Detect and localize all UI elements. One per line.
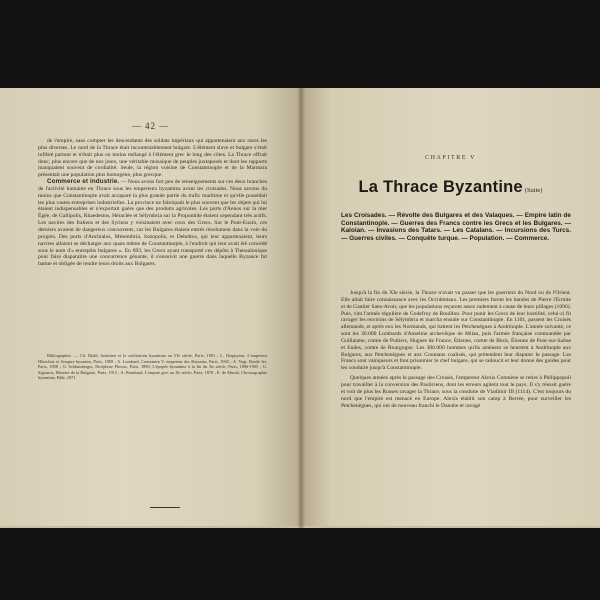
chapter-title-suffix: (Suite) (524, 187, 543, 194)
right-page (301, 88, 600, 528)
left-text-block (38, 138, 267, 268)
left-paragraph-2 (38, 179, 267, 268)
chapter-label: CHAPITRE V (424, 155, 477, 161)
bibliography (38, 353, 267, 381)
commerce-heading: Commerce et industrie. (47, 178, 120, 186)
left-paragraph-1: de l'empire, sans compter les descendants des soldats impériaux qui appartenaient aux races les plus diverses. Le nord de la Thrace était incontestablement bulgare. L'élément slave et bulgare s'était infiltré partout et n'était plus ou moins mélangé à l'élément grec le long des côtes. La Thrace offrait donc, plus encore que de nos jours, une véritable mosaïque de peuples juxtaposés et dont les rapports manquaient souvent de cordialité. Seule, la région voisine de Constantinople et de la Marmara présentait une population plus homogène, plus grecque. (38, 138, 267, 179)
left-page (0, 88, 301, 528)
right-paragraph-1: Jusqu'à la fin du XIe siècle, la Thrace n'avait vu passer que les guerriers du Nord ou de l'Orient. Elle allait faire connaissance avec les Occidentaux. Les premiers furent les bandes de Pierre l'Ermite et de Gautier Sans-Avoir, que les populations reçurent assez rudement à cause de leurs pillages (1096). Puis, vint l'armée régulière de Godefroy de Bouillon. Pour punir les Grecs de leur hostilité, celui-ci fit ravager les environs de Sélymbria et marcha ensuite sur Constantinople. En 1101, passent les Croisés allemands, et après eux les Normands, qui battent les Petchenègues à Andrinople. L'année suivante, ce sont les 30.000 Lombards d'Anselme archevêque de Milan, puis l'armée française commandée par Guillaume, comte de Poitiers, Hugues de France, Étienne, comte de Blois, Étienne de Pont-sur-Saône et Eudes, comte de Bourgogne. Les 300.000 hommes qu'ils amènent se heurtent à Andrinople aux Bulgares, aux Petchenègues et aux Coumans coalisés, qui prétendent leur disputer le passage. Les Francs sont vainqueurs et font prisonnier le chef bulgare, qui se radoucit et leur donne des guides pour les conduire jusqu'à Constantinople. (341, 290, 571, 372)
chapter-summary: Les Croisades. — Révolte des Bulgares et des Valaques. — Empire latin de Constantinople. — Guerres des Francs contre les Grecs et les Bulgares. — Kaloian. — Invasions des Tatars. — Les Catalans. — Incursions des Turcs. — Guerres civiles. — Conquête turque. — Population. — Commerce. (341, 212, 571, 242)
chapter-title: La Thrace Byzantine (358, 178, 523, 196)
chapter-heading (301, 177, 600, 197)
page-number: — 42 — (131, 121, 170, 131)
open-book (0, 88, 600, 528)
right-paragraph-2: Quelques années après le passage des Croisés, l'empereur Alexis Comnène se retire à Philippopoli pour travailler à la conversion des Pauliciens, dont les erreurs agitent tout le pays. Il s'y réussit guère et voit de plus les Russes ravager la Thrace, sous la conduite de Vladimir III (1114). C'est toujours du nord que l'empire est menacé en Europe. Alexis établit son camp à Berrée, pour surveiller les Petchenègues, qui ont de nouveau franchi le Danube et ravagé (341, 375, 571, 409)
end-rule (150, 507, 180, 508)
book-gutter (297, 88, 305, 528)
commerce-text: — Nous avons fort peu de renseignements sur ces deux branches de l'activité humaine en Thrace sous les empereurs byzantins avant les croisades. Nous savons du moins que Constantinople avait accaparé la plus grande partie du trafic maritime et qu'elle possédait les plus vastes entreprises industrielles. La province ne fabriquait le plus souvent que les objets qui lui étaient indispensables et n'exportait guère que des produits agricoles. Les ports d'Aenos sur la mer Égée, de Gallipolis, Rhaedestos, Héraclée et Sélymbria sur la Propontide étaient cependant très actifs. Les navires des Italiens et des Syriens y voisinaient avec ceux des Grecs. Sur le Pont-Euxin, ces derniers avaient de dangereux concurrents, car les Bulgares étaient entrés résolument dans la voie du progrès. Des ports d'Anchialos, Mésembria, Sozopolis, et Debeltos, qui leur appartenaient, leurs navires allaient se décharger aux quais même de Constantinople, à l'endroit qui leur avait été concédé sous le nom d'« entrepôts bulgares ». En 893, les Grecs ayant transporté ces dépôts à Thessalonique pour faire disparaître une concurrence gênante, il s'ensuivit une guerre dans laquelle Byzance fut battue et obligée de rendre leurs droits aux Bulgares. (38, 179, 267, 268)
right-text-block (341, 290, 571, 409)
bibliography-text: Bibliographie. — Ch. Diehl, Justinien et la civilisation byzantine au VIe siècle, Paris, 1901 ; L. Drapeyron, L'empereur Héraclius et l'empire byzantin, Paris, 1869 ; A. Lombard, Constantin V, empereur des Romains, Paris, 1902 ; A. Vogt, Basile Ier, Paris, 1908 ; G. Schlumberger, Nicéphore Phocas, Paris, 1890, L'épopée byzantine à la fin du Xe siècle, Paris, 1896-1905 ; G. Sigouros, Histoire de la Bulgarie, Paris, 1913 ; A. Rambaud, L'empire grec au Xe siècle, Paris, 1870 ; E. de Muralt, Chronographie byzantine, Bâle, 1871. (38, 353, 267, 381)
